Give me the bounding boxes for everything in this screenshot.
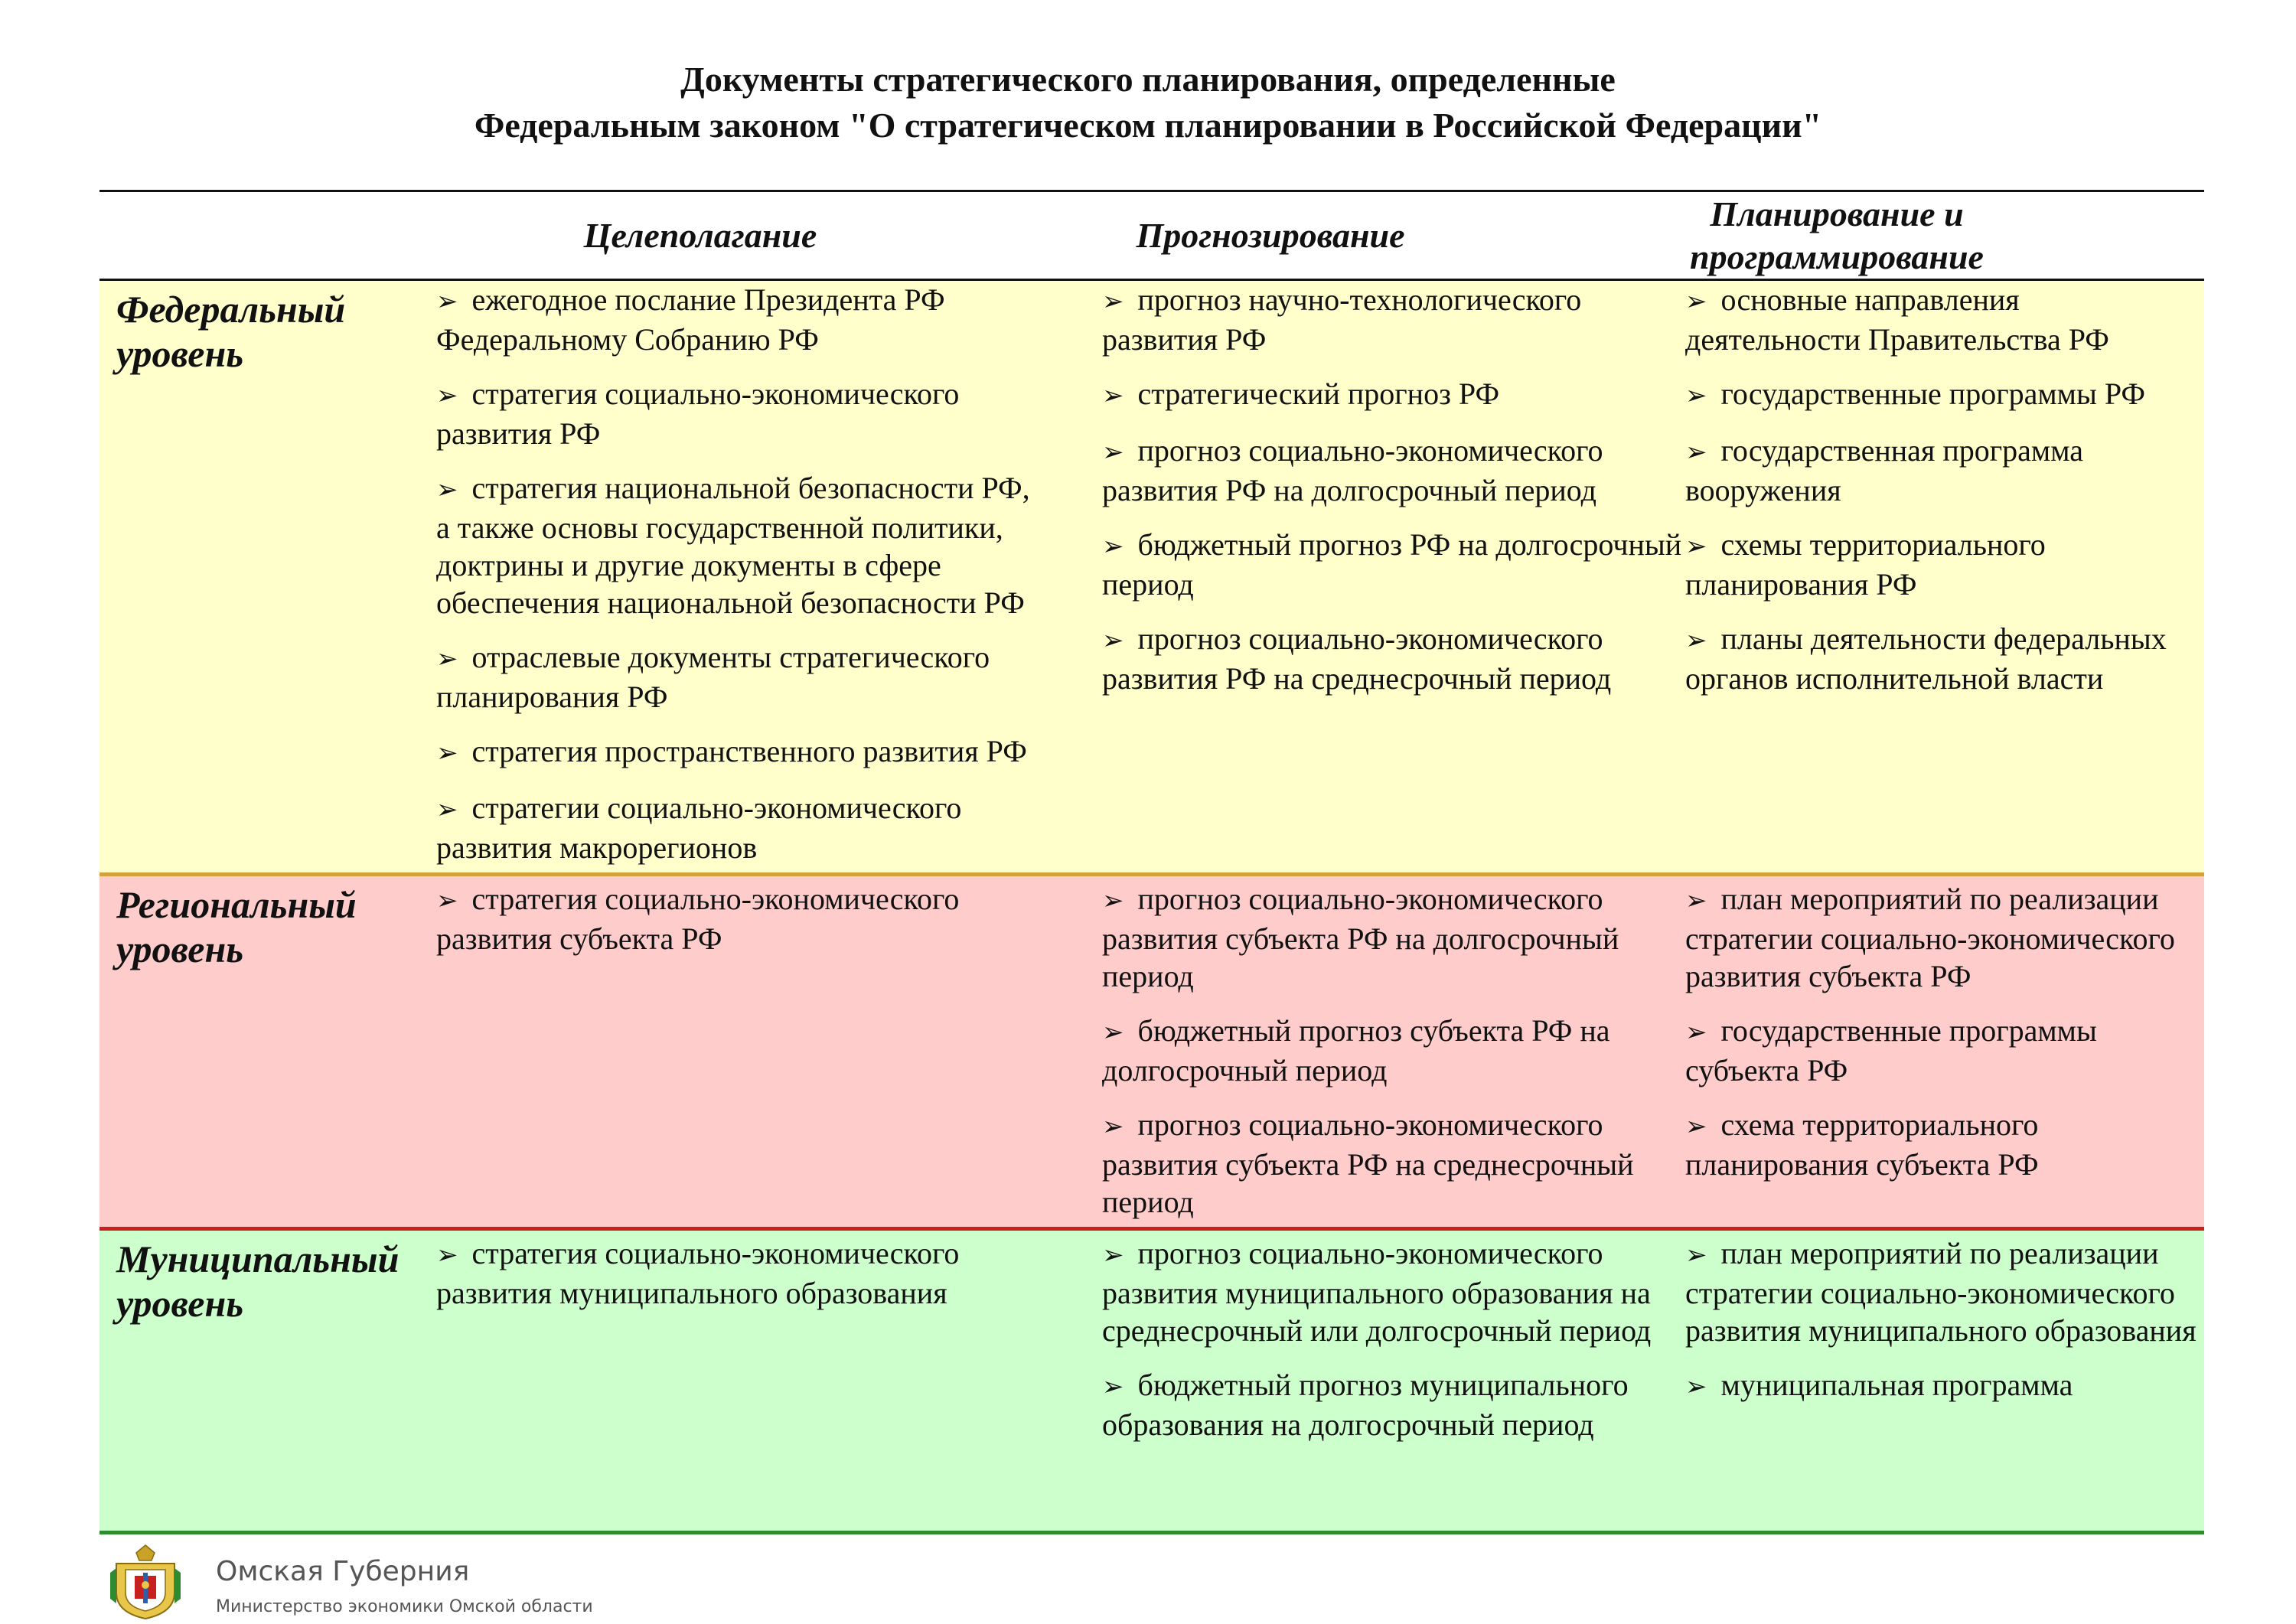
- arrow-bullet-icon: ➢: [1685, 1240, 1707, 1270]
- cell-federal-goal: [436, 281, 1033, 883]
- bullet-text: стратегический прогноз РФ: [1137, 377, 1500, 411]
- arrow-bullet-icon: ➢: [1102, 1240, 1124, 1270]
- bullet-item: [436, 638, 1033, 716]
- cell-federal-planning: [1685, 281, 2200, 714]
- footer: [107, 1542, 872, 1619]
- arrow-bullet-icon: ➢: [1685, 885, 1707, 916]
- bullet-item: [436, 469, 1033, 621]
- bullet-item: [1102, 281, 1699, 358]
- arrow-bullet-icon: ➢: [436, 474, 458, 505]
- cell-regional-planning: [1685, 880, 2200, 1200]
- bullet-text: стратегия социально-экономического развития муниципального образования: [436, 1236, 960, 1310]
- bullet-item: [1685, 281, 2200, 358]
- bullet-item: [436, 789, 1033, 866]
- bullet-item: [1685, 1106, 2200, 1183]
- column-header-goal: Целеполагание: [583, 215, 817, 255]
- bullet-item: [436, 281, 1033, 358]
- bullet-item: [1685, 1366, 2200, 1406]
- arrow-bullet-icon: ➢: [1102, 1111, 1124, 1142]
- bullet-item: [1102, 1234, 1699, 1349]
- table-header-row: [99, 192, 2204, 279]
- bullet-text: стратегия национальной безопасности РФ, а также основы государственной политики, доктрины и другие документы в сфере обеспечения национальной безопасности РФ: [436, 471, 1030, 620]
- cell-regional-goal: [436, 880, 1033, 974]
- arrow-bullet-icon: ➢: [436, 644, 458, 674]
- bullet-text: прогноз научно-технологического развития РФ: [1102, 282, 1582, 357]
- column-header-forecast: Прогнозирование: [1136, 215, 1405, 255]
- bullet-text: прогноз социально-экономического развития муниципального образования на среднесрочный или долгосрочный период: [1102, 1236, 1652, 1348]
- cell-regional-forecast: [1102, 880, 1699, 1238]
- bullet-text: основные направления деятельности Правительства РФ: [1685, 282, 2109, 357]
- title-line-1: Документы стратегического планирования, определенные: [680, 60, 1616, 99]
- bullet-item: [1102, 620, 1699, 697]
- brand-name: Омская Губерния: [216, 1556, 470, 1587]
- bullet-item: [436, 1234, 1033, 1312]
- cell-federal-forecast: [1102, 281, 1699, 714]
- arrow-bullet-icon: ➢: [1685, 286, 1707, 317]
- page-title: [0, 57, 2296, 148]
- arrow-bullet-icon: ➢: [436, 794, 458, 825]
- bullet-item: [1685, 432, 2200, 509]
- bullet-item: [1685, 375, 2200, 415]
- bullet-text: план мероприятий по реализации стратегии социально-экономического развития субъекта РФ: [1685, 882, 2175, 993]
- arrow-bullet-icon: ➢: [1102, 437, 1124, 468]
- arrow-bullet-icon: ➢: [436, 885, 458, 916]
- arrow-bullet-icon: ➢: [436, 1240, 458, 1270]
- arrow-bullet-icon: ➢: [1102, 380, 1124, 411]
- bullet-text: бюджетный прогноз РФ на долгосрочный период: [1102, 527, 1682, 602]
- bullet-item: [1685, 1012, 2200, 1089]
- bullet-text: муниципальная программа: [1720, 1368, 2073, 1402]
- row-municipal-level: [99, 1227, 2204, 1531]
- bullet-item: [436, 880, 1033, 957]
- bullet-item: [436, 375, 1033, 452]
- bullet-text: государственные программы субъекта РФ: [1685, 1013, 2097, 1088]
- bullet-item: [1102, 1012, 1699, 1089]
- bullet-text: прогноз социально-экономического развития субъекта РФ на долгосрочный период: [1102, 882, 1619, 993]
- row-federal-level: [99, 281, 2204, 872]
- arrow-bullet-icon: ➢: [1102, 286, 1124, 317]
- bullet-item: [1102, 1366, 1699, 1443]
- level-label-municipal: Муниципальный уровень: [116, 1238, 400, 1325]
- bullet-text: бюджетный прогноз муниципального образования на долгосрочный период: [1102, 1368, 1629, 1442]
- arrow-bullet-icon: ➢: [1685, 1371, 1707, 1402]
- bullet-text: планы деятельности федеральных органов исполнительной власти: [1685, 621, 2167, 696]
- cell-municipal-forecast: [1102, 1234, 1699, 1460]
- bullet-text: отраслевые документы стратегического планирования РФ: [436, 640, 990, 714]
- bullet-text: стратегия социально-экономического развития РФ: [436, 377, 960, 451]
- level-label-federal: Федеральный уровень: [116, 288, 346, 375]
- bullet-text: стратегия социально-экономического развития субъекта РФ: [436, 882, 960, 956]
- title-line-2: Федеральным законом "О стратегическом планировании в Российской Федерации": [474, 106, 1822, 145]
- table-bottom-rule: [99, 1531, 2204, 1534]
- column-header-planning: Планирование и программирование: [1690, 194, 1984, 276]
- bullet-item: [1102, 432, 1699, 509]
- bullet-item: [1102, 880, 1699, 995]
- bullet-text: бюджетный прогноз субъекта РФ на долгосрочный период: [1102, 1013, 1610, 1088]
- bullet-text: схема территориального планирования субъекта РФ: [1685, 1107, 2039, 1182]
- bullet-item: [1685, 526, 2200, 603]
- bullet-text: прогноз социально-экономического развития субъекта РФ на среднесрочный период: [1102, 1107, 1634, 1219]
- bullet-text: стратегия пространственного развития РФ: [471, 734, 1027, 768]
- bullet-text: прогноз социально-экономического развития РФ на среднесрочный период: [1102, 621, 1612, 696]
- arrow-bullet-icon: ➢: [1685, 380, 1707, 411]
- bullet-item: [1685, 1234, 2200, 1349]
- row-regional-level: [99, 872, 2204, 1227]
- arrow-bullet-icon: ➢: [1102, 885, 1124, 916]
- bullet-item: [1102, 375, 1699, 415]
- arrow-bullet-icon: ➢: [1102, 1371, 1124, 1402]
- arrow-bullet-icon: ➢: [436, 738, 458, 768]
- bullet-text: стратегии социально-экономического развития макрорегионов: [436, 791, 962, 865]
- cell-municipal-goal: [436, 1234, 1033, 1329]
- bullet-text: план мероприятий по реализации стратегии социально-экономического развития муниципального образования: [1685, 1236, 2197, 1348]
- cell-municipal-planning: [1685, 1234, 2200, 1423]
- arrow-bullet-icon: ➢: [1102, 625, 1124, 656]
- arrow-bullet-icon: ➢: [1685, 1017, 1707, 1048]
- omsk-coat-of-arms-icon: [107, 1542, 184, 1622]
- arrow-bullet-icon: ➢: [1685, 1111, 1707, 1142]
- bullet-item: [1102, 526, 1699, 603]
- arrow-bullet-icon: ➢: [1685, 437, 1707, 468]
- arrow-bullet-icon: ➢: [1102, 531, 1124, 562]
- bullet-item: [1685, 880, 2200, 995]
- arrow-bullet-icon: ➢: [1685, 625, 1707, 656]
- bullet-text: прогноз социально-экономического развития РФ на долгосрочный период: [1102, 433, 1603, 507]
- bullet-item: [1685, 620, 2200, 697]
- bullet-text: ежегодное послание Президента РФ Федеральному Собранию РФ: [436, 282, 945, 357]
- arrow-bullet-icon: ➢: [1102, 1017, 1124, 1048]
- brand-subtitle: Министерство экономики Омской области: [216, 1597, 593, 1616]
- bullet-text: государственная программа вооружения: [1685, 433, 2083, 507]
- bullet-item: [1102, 1106, 1699, 1221]
- bullet-item: [436, 732, 1033, 772]
- arrow-bullet-icon: ➢: [436, 380, 458, 411]
- arrow-bullet-icon: ➢: [1685, 531, 1707, 562]
- bullet-text: государственные программы РФ: [1720, 377, 2146, 411]
- level-label-regional: Региональный уровень: [116, 883, 357, 970]
- arrow-bullet-icon: ➢: [436, 286, 458, 317]
- bullet-text: схемы территориального планирования РФ: [1685, 527, 2046, 602]
